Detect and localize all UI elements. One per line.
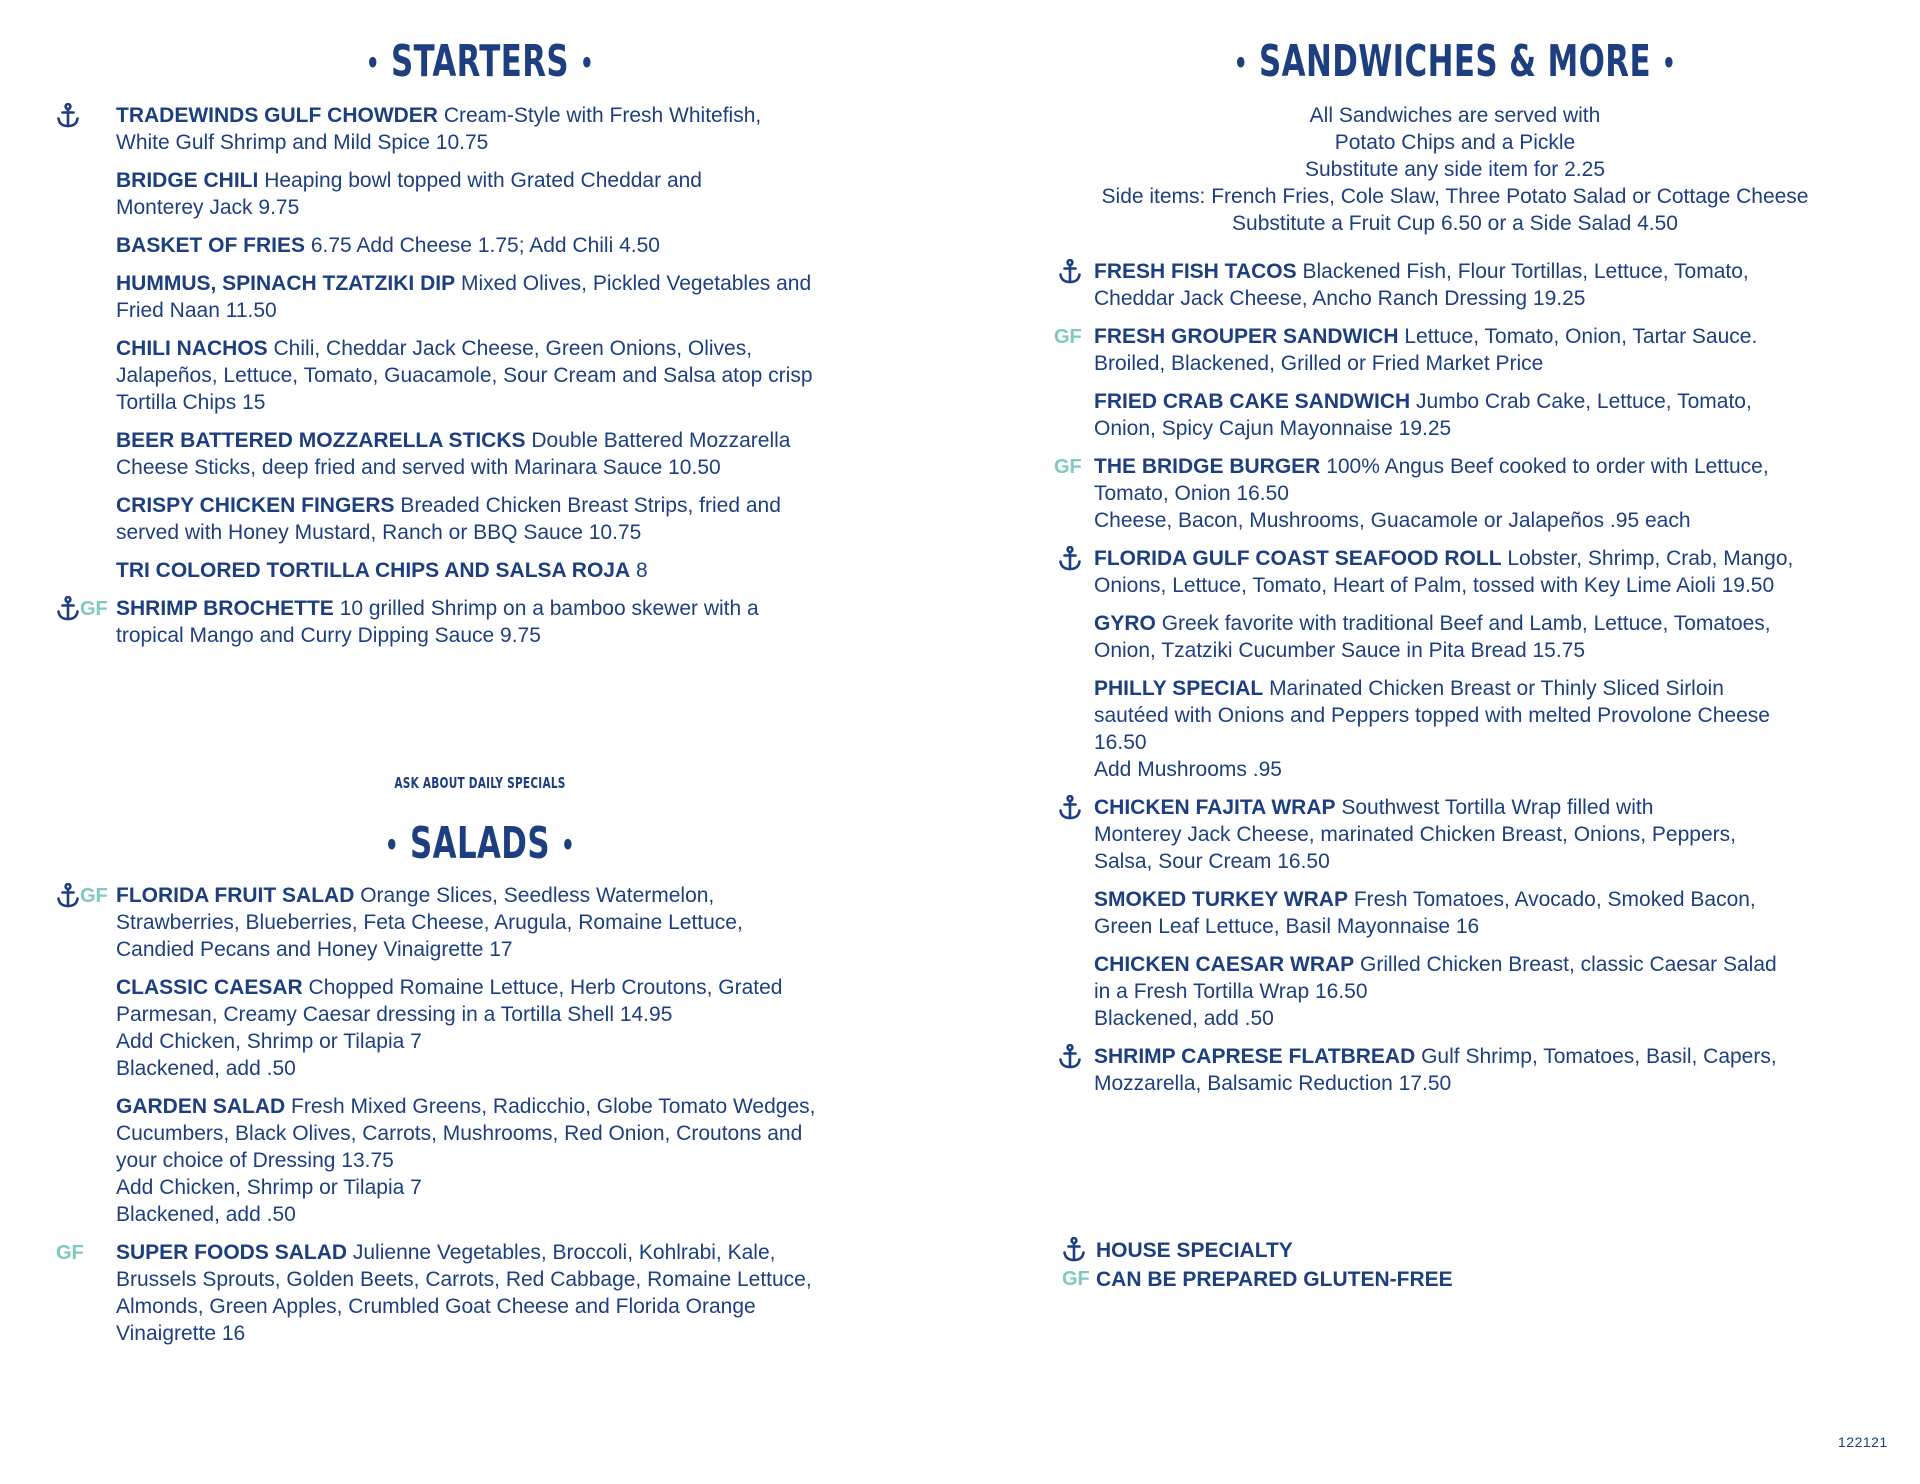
item-desc: Gulf Shrimp, Tomatoes, Basil, Capers, — [1421, 1045, 1777, 1068]
item-name: TRADEWINDS GULF CHOWDER — [116, 104, 438, 127]
item-desc: Broiled, Blackened, Grilled or Fried Market Price — [1094, 352, 1544, 375]
item-line — [1094, 637, 1884, 664]
item-line — [1094, 848, 1884, 875]
intro-line: Side items: French Fries, Cole Slaw, Three Potato Salad or Cottage Cheese — [1101, 185, 1809, 208]
anchor-icon — [56, 103, 80, 129]
item-name: TRI COLORED TORTILLA CHIPS AND SALSA ROJA — [116, 559, 631, 582]
heading-bullet: • — [561, 828, 575, 864]
anchor-icon — [1058, 259, 1082, 285]
item-line — [116, 1293, 916, 1320]
item-marks — [1058, 545, 1082, 572]
item-line — [1094, 702, 1884, 729]
item-line — [116, 1001, 916, 1028]
menu-item — [1094, 258, 1884, 312]
item-desc: White Gulf Shrimp and Mild Spice 10.75 — [116, 131, 489, 154]
item-line — [116, 102, 916, 129]
item-line — [1094, 1043, 1884, 1070]
menu-item — [1094, 1043, 1884, 1097]
item-name: BRIDGE CHILI — [116, 169, 259, 192]
item-desc: 6.75 Add Cheese 1.75; Add Chili 4.50 — [310, 234, 660, 257]
item-desc: Parmesan, Creamy Caesar dressing in a Tortilla Shell 14.95 — [116, 1003, 673, 1026]
item-name: PHILLY SPECIAL — [1094, 677, 1264, 700]
item-desc: Cheddar Jack Cheese, Ancho Ranch Dressing 19.25 — [1094, 287, 1586, 310]
gf-label: GF — [56, 1242, 84, 1264]
heading-bullet: • — [580, 46, 595, 82]
legend-gf-key: GF — [1062, 1268, 1090, 1290]
item-name: CRISPY CHICKEN FINGERS — [116, 494, 395, 517]
item-desc: sautéed with Onions and Peppers topped with melted Provolone Cheese — [1094, 704, 1770, 727]
item-line — [116, 232, 916, 259]
item-line — [116, 622, 916, 649]
item-desc: Heaping bowl topped with Grated Cheddar and — [264, 169, 702, 192]
item-desc: Lobster, Shrimp, Crab, Mango, — [1507, 547, 1794, 570]
item-desc: Fried Naan 11.50 — [116, 299, 277, 322]
intro-line: Substitute any side item for 2.25 — [1305, 158, 1605, 181]
item-line — [116, 389, 916, 416]
item-name: SHRIMP BROCHETTE — [116, 597, 334, 620]
anchor-icon — [1058, 546, 1082, 572]
item-line — [1094, 323, 1884, 350]
item-desc: in a Fresh Tortilla Wrap 16.50 — [1094, 980, 1368, 1003]
item-desc: Greek favorite with traditional Beef and Lamb, Lettuce, Tomatoes, — [1161, 612, 1771, 635]
item-line — [116, 1120, 916, 1147]
starters-title: STARTERS — [390, 36, 570, 87]
menu-item — [1054, 323, 1884, 377]
item-line — [116, 1028, 916, 1055]
item-line — [116, 454, 916, 481]
item-desc: Julienne Vegetables, Broccoli, Kohlrabi, Kale, — [352, 1241, 776, 1264]
menu-item — [56, 1239, 916, 1347]
item-desc: Jumbo Crab Cake, Lettuce, Tomato, — [1416, 390, 1752, 413]
item-line — [116, 1147, 916, 1174]
gf-label: GF — [1054, 456, 1082, 478]
item-line — [1094, 675, 1884, 702]
document-code: 122121 — [1838, 1434, 1888, 1450]
menu-item — [80, 882, 916, 963]
item-line — [1094, 729, 1884, 756]
item-line — [116, 362, 916, 389]
item-name: CHICKEN CAESAR WRAP — [1094, 953, 1355, 976]
item-marks — [1058, 794, 1082, 821]
item-line — [116, 1201, 916, 1228]
item-name: HUMMUS, SPINACH TZATZIKI DIP — [116, 272, 456, 295]
item-marks — [1054, 453, 1082, 480]
item-line — [1094, 886, 1884, 913]
menu-item — [1094, 794, 1884, 875]
item-line — [116, 194, 916, 221]
menu-item — [1094, 951, 1884, 1032]
starters-heading — [262, 36, 699, 87]
item-desc: Marinated Chicken Breast or Thinly Sliced Sirloin — [1269, 677, 1724, 700]
heading-bullet: • — [1662, 46, 1676, 82]
item-line — [1094, 507, 1884, 534]
item-desc: Candied Pecans and Honey Vinaigrette 17 — [116, 938, 513, 961]
item-desc: Grilled Chicken Breast, classic Caesar Salad — [1360, 953, 1777, 976]
item-desc: 8 — [635, 559, 648, 582]
legend-house-specialty — [1062, 1236, 1453, 1265]
item-line — [116, 129, 916, 156]
item-line — [1094, 1005, 1884, 1032]
menu-item — [116, 427, 916, 481]
item-line — [1094, 978, 1884, 1005]
item-name: FRIED CRAB CAKE SANDWICH — [1094, 390, 1411, 413]
item-line — [1094, 951, 1884, 978]
legend-gluten-free-text: CAN BE PREPARED GLUTEN-FREE — [1096, 1268, 1453, 1291]
item-name: THE BRIDGE BURGER — [1094, 455, 1321, 478]
anchor-icon — [1062, 1237, 1086, 1263]
item-desc: 10 grilled Shrimp on a bamboo skewer with a — [339, 597, 759, 620]
item-name: GYRO — [1094, 612, 1156, 635]
item-line — [116, 427, 916, 454]
item-line — [116, 1239, 916, 1266]
intro-line: All Sandwiches are served with — [1309, 104, 1601, 127]
sandwiches-heading — [1124, 36, 1787, 87]
item-line — [116, 909, 916, 936]
menu-item — [116, 492, 916, 546]
item-line — [116, 882, 916, 909]
item-desc: Strawberries, Blueberries, Feta Cheese, Arugula, Romaine Lettuce, — [116, 911, 743, 934]
item-name: SMOKED TURKEY WRAP — [1094, 888, 1348, 911]
item-desc: Green Leaf Lettuce, Basil Mayonnaise 16 — [1094, 915, 1480, 938]
item-desc: Blackened, add .50 — [1094, 1007, 1274, 1030]
heading-bullet: • — [1234, 46, 1248, 82]
item-name: GARDEN SALAD — [116, 1095, 286, 1118]
item-desc: Cheese Sticks, deep fried and served with Marinara Sauce 10.50 — [116, 456, 721, 479]
item-line — [1094, 572, 1884, 599]
item-line — [1094, 258, 1884, 285]
intro-line: Potato Chips and a Pickle — [1334, 131, 1576, 154]
item-line — [116, 1055, 916, 1082]
gf-label: GF — [80, 885, 108, 907]
menu-item — [116, 974, 916, 1082]
item-desc: Onion, Tzatziki Cucumber Sauce in Pita Bread 15.75 — [1094, 639, 1586, 662]
item-desc: Orange Slices, Seedless Watermelon, — [360, 884, 715, 907]
starters-list — [80, 102, 916, 660]
item-desc: Monterey Jack Cheese, marinated Chicken Breast, Onions, Peppers, — [1094, 823, 1736, 846]
menu-item — [116, 232, 916, 259]
salads-list — [56, 882, 916, 1358]
item-line — [116, 492, 916, 519]
anchor-icon — [1058, 1044, 1082, 1070]
item-line — [1094, 350, 1884, 377]
item-line — [1094, 794, 1884, 821]
item-desc: Mozzarella, Balsamic Reduction 17.50 — [1094, 1072, 1452, 1095]
item-line — [1094, 610, 1884, 637]
item-desc: 16.50 — [1094, 731, 1147, 754]
item-desc: Tomato, Onion 16.50 — [1094, 482, 1289, 505]
heading-bullet: • — [365, 46, 380, 82]
menu-item — [80, 595, 916, 649]
item-line — [1094, 388, 1884, 415]
item-desc: tropical Mango and Curry Dipping Sauce 9.75 — [116, 624, 541, 647]
item-desc: Lettuce, Tomato, Onion, Tartar Sauce. — [1404, 325, 1758, 348]
menu-item — [116, 557, 916, 584]
menu-item — [116, 102, 916, 156]
item-desc: Onion, Spicy Cajun Mayonnaise 19.25 — [1094, 417, 1452, 440]
menu-item — [1094, 388, 1884, 442]
menu-item — [116, 335, 916, 416]
gf-label: GF — [1054, 326, 1082, 348]
item-desc: Cucumbers, Black Olives, Carrots, Mushrooms, Red Onion, Croutons and — [116, 1122, 803, 1145]
item-line — [116, 595, 916, 622]
legend-anchor-key — [1062, 1236, 1096, 1265]
menu-item — [1094, 610, 1884, 664]
gf-label: GF — [80, 598, 108, 620]
item-desc: Tortilla Chips 15 — [116, 391, 266, 414]
anchor-icon — [1058, 795, 1082, 821]
item-name: FLORIDA GULF COAST SEAFOOD ROLL — [1094, 547, 1502, 570]
item-desc: Fresh Mixed Greens, Radicchio, Globe Tomato Wedges, — [291, 1095, 816, 1118]
item-desc: Cream-Style with Fresh Whitefish, — [443, 104, 762, 127]
sandwiches-list — [1054, 258, 1884, 1108]
item-line — [116, 1174, 916, 1201]
item-desc: Mixed Olives, Pickled Vegetables and — [460, 272, 812, 295]
legend-house-specialty-text: HOUSE SPECIALTY — [1096, 1239, 1293, 1262]
item-name: SHRIMP CAPRESE FLATBREAD — [1094, 1045, 1416, 1068]
item-name: CHILI NACHOS — [116, 337, 268, 360]
item-line — [116, 936, 916, 963]
item-desc: Onions, Lettuce, Tomato, Heart of Palm, tossed with Key Lime Aioli 19.50 — [1094, 574, 1775, 597]
intro-line: Substitute a Fruit Cup 6.50 or a Side Salad 4.50 — [1232, 212, 1678, 235]
sandwiches-title: SANDWICHES & MORE — [1259, 36, 1651, 87]
item-line — [1094, 545, 1884, 572]
item-desc: your choice of Dressing 13.75 — [116, 1149, 394, 1172]
item-desc: Blackened, add .50 — [116, 1057, 296, 1080]
item-marks — [56, 882, 108, 909]
item-line — [1094, 756, 1884, 783]
item-line — [116, 1320, 916, 1347]
sandwich-intro — [1030, 102, 1880, 237]
item-line — [116, 167, 916, 194]
menu-item — [1094, 886, 1884, 940]
item-line — [1094, 480, 1884, 507]
legend-gluten-free — [1062, 1265, 1453, 1294]
menu-item — [116, 1093, 916, 1228]
menu-item — [1094, 675, 1884, 783]
heading-bullet: • — [385, 828, 399, 864]
item-desc: Fresh Tomatoes, Avocado, Smoked Bacon, — [1353, 888, 1756, 911]
item-desc: Add Chicken, Shrimp or Tilapia 7 — [116, 1030, 422, 1053]
item-name: BEER BATTERED MOZZARELLA STICKS — [116, 429, 526, 452]
item-desc: Almonds, Green Apples, Crumbled Goat Cheese and Florida Orange — [116, 1295, 756, 1318]
item-desc: Breaded Chicken Breast Strips, fried and — [400, 494, 781, 517]
menu-item — [116, 167, 916, 221]
item-desc: Brussels Sprouts, Golden Beets, Carrots, Red Cabbage, Romaine Lettuce, — [116, 1268, 812, 1291]
item-marks — [56, 102, 80, 129]
item-desc: Double Battered Mozzarella — [531, 429, 791, 452]
item-line — [1094, 415, 1884, 442]
item-name: SUPER FOODS SALAD — [116, 1241, 348, 1264]
item-marks — [1058, 1043, 1082, 1070]
item-line — [1094, 453, 1884, 480]
item-line — [1094, 821, 1884, 848]
item-desc: Vinaigrette 16 — [116, 1322, 246, 1345]
item-desc: Southwest Tortilla Wrap filled with — [1341, 796, 1654, 819]
item-marks — [1058, 258, 1082, 285]
menu-item — [1054, 453, 1884, 534]
item-desc: Salsa, Sour Cream 16.50 — [1094, 850, 1330, 873]
salads-heading — [262, 818, 699, 869]
item-desc: Chili, Cheddar Jack Cheese, Green Onions, Olives, — [273, 337, 753, 360]
item-desc: Blackened, add .50 — [116, 1203, 296, 1226]
item-line — [116, 557, 916, 584]
item-desc: Add Mushrooms .95 — [1094, 758, 1282, 781]
item-line — [1094, 913, 1884, 940]
item-marks — [56, 1239, 84, 1266]
item-desc: Jalapeños, Lettuce, Tomato, Guacamole, Sour Cream and Salsa atop crisp — [116, 364, 813, 387]
item-line — [1094, 1070, 1884, 1097]
item-name: CHICKEN FAJITA WRAP — [1094, 796, 1336, 819]
item-marks — [56, 595, 108, 622]
salads-title: SALADS — [410, 818, 550, 869]
item-line — [116, 519, 916, 546]
item-marks — [1054, 323, 1082, 350]
item-desc: served with Honey Mustard, Ranch or BBQ Sauce 10.75 — [116, 521, 642, 544]
item-desc: Cheese, Bacon, Mushrooms, Guacamole or Jalapeños .95 each — [1094, 509, 1691, 532]
item-name: BASKET OF FRIES — [116, 234, 306, 257]
anchor-icon — [56, 596, 80, 622]
item-line — [116, 297, 916, 324]
item-desc: 100% Angus Beef cooked to order with Lettuce, — [1326, 455, 1769, 478]
item-line — [116, 1266, 916, 1293]
item-line — [116, 974, 916, 1001]
item-desc: Chopped Romaine Lettuce, Herb Croutons, Grated — [308, 976, 783, 999]
item-line — [116, 1093, 916, 1120]
menu-item — [116, 270, 916, 324]
item-desc: Add Chicken, Shrimp or Tilapia 7 — [116, 1176, 422, 1199]
item-name: FRESH GROUPER SANDWICH — [1094, 325, 1399, 348]
item-name: CLASSIC CAESAR — [116, 976, 303, 999]
item-line — [116, 270, 916, 297]
item-line — [116, 335, 916, 362]
anchor-icon — [56, 883, 80, 909]
daily-specials-note: ASK ABOUT DAILY SPECIALS — [394, 774, 566, 792]
item-line — [1094, 285, 1884, 312]
item-desc: Monterey Jack 9.75 — [116, 196, 300, 219]
item-name: FLORIDA FRUIT SALAD — [116, 884, 355, 907]
legend — [1062, 1236, 1453, 1294]
item-name: FRESH FISH TACOS — [1094, 260, 1297, 283]
menu-item — [1094, 545, 1884, 599]
item-desc: Blackened Fish, Flour Tortillas, Lettuce, Tomato, — [1302, 260, 1749, 283]
